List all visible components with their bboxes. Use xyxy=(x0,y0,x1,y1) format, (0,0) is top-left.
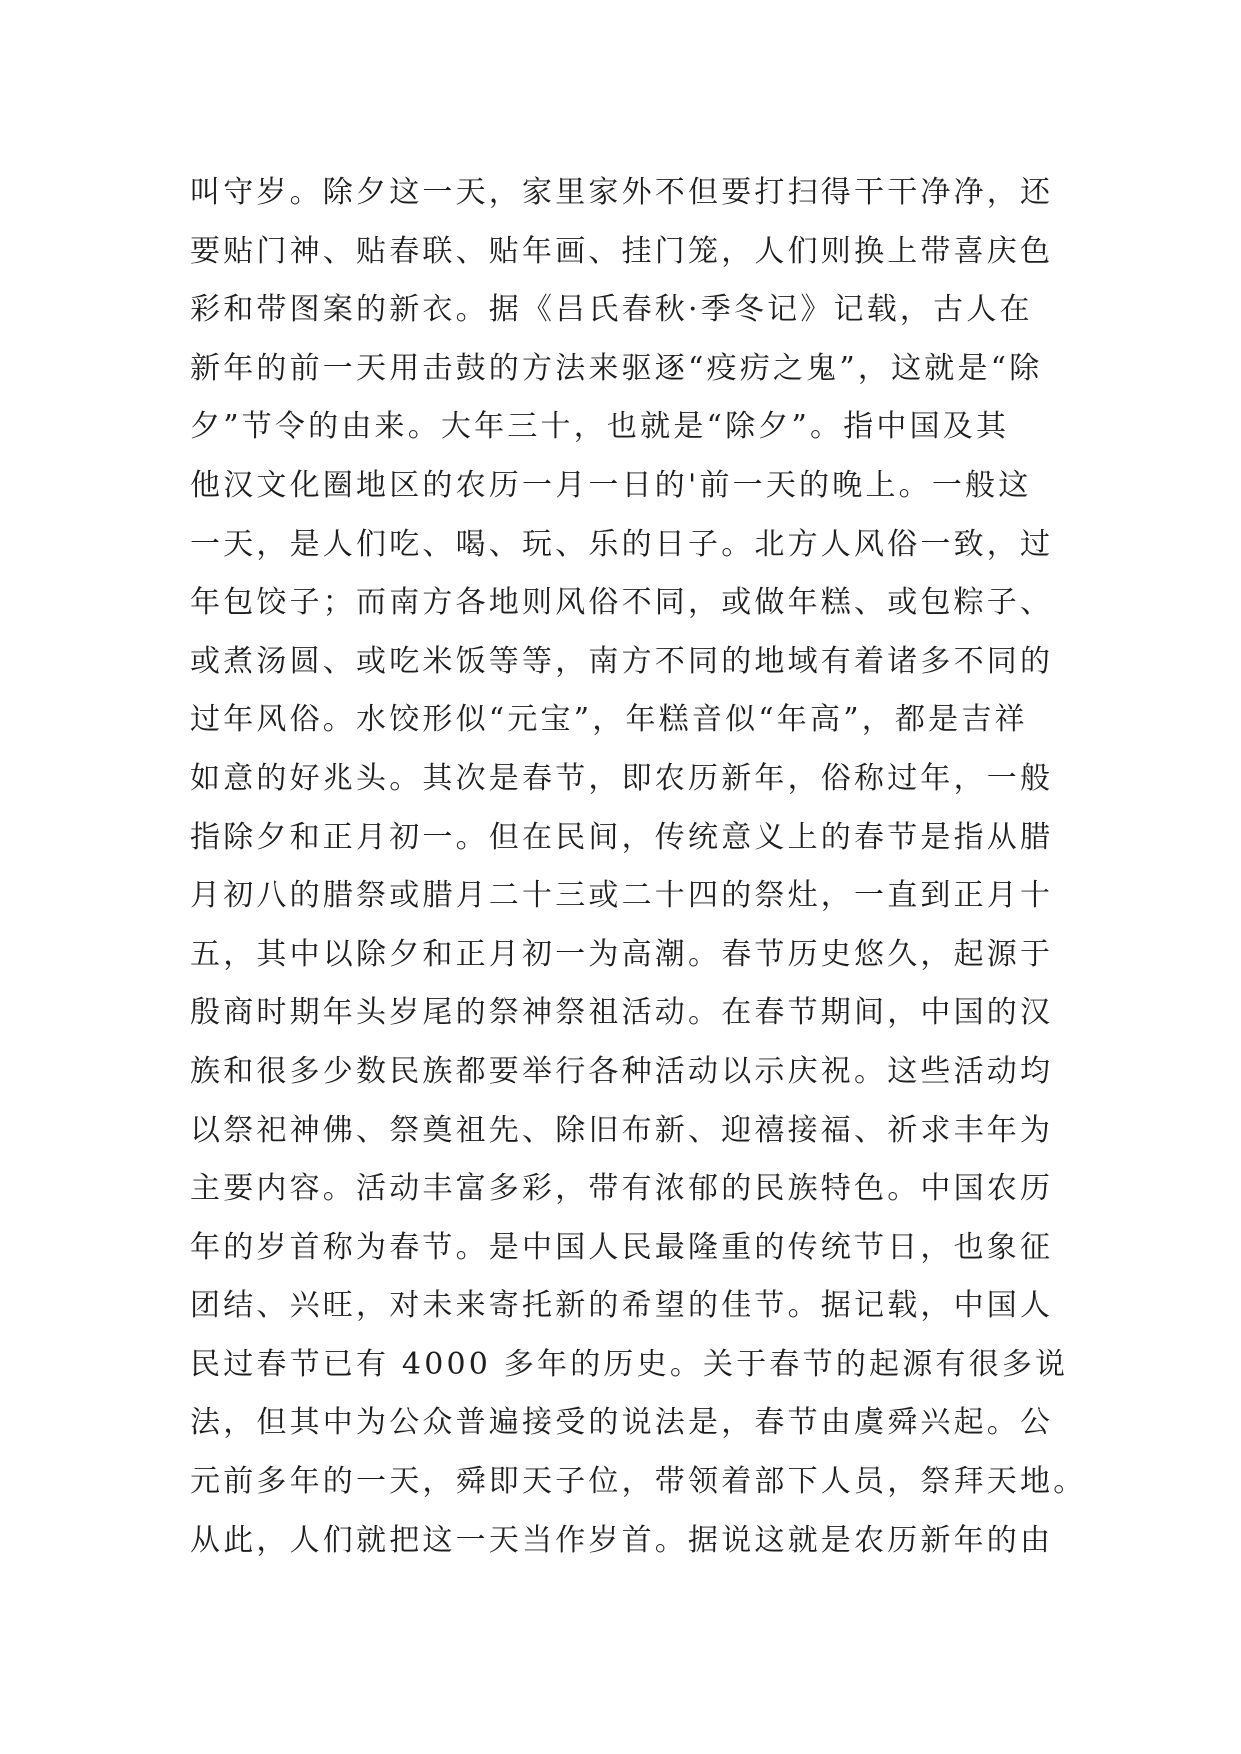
text-line: 新年的前一天用击鼓的方法来驱逐“疫疠之鬼”，这就是“除 xyxy=(190,350,1043,386)
text-line: 团结、兴旺，对未来寄托新的希望的佳节。据记载，中国人 xyxy=(190,1288,1054,1324)
text-line: 年包饺子；而南方各地则风俗不同，或做年糕、或包粽子、 xyxy=(190,585,1054,621)
text-line: 主要内容。活动丰富多彩，带有浓郁的民族特色。中国农历 xyxy=(190,1171,1054,1207)
text-line: 五，其中以除夕和正月初一为高潮。春节历史悠久，起源于 xyxy=(190,936,1054,972)
text-line: 要贴门神、贴春联、贴年画、挂门笼，人们则换上带喜庆色 xyxy=(190,233,1054,269)
text-line: 民过春节已有 4000 多年的历史。关于春节的起源有很多说 xyxy=(190,1346,1069,1382)
body-text xyxy=(190,164,1087,1570)
text-line: 殷商时期年头岁尾的祭神祭祖活动。在春节期间，中国的汉 xyxy=(190,995,1054,1031)
text-line: 元前多年的一天，舜即天子位，带领着部下人员，祭拜天地。 xyxy=(190,1464,1087,1500)
text-line: 或煮汤圆、或吃米饭等等，南方不同的地域有着诸多不同的 xyxy=(190,643,1054,679)
text-line: 过年风俗。水饺形似“元宝”，年糕音似“年高”，都是吉祥 xyxy=(190,702,1028,738)
text-line: 法，但其中为公众普遍接受的说法是，春节由虞舜兴起。公 xyxy=(190,1405,1054,1441)
text-line: 如意的好兆头。其次是春节，即农历新年，俗称过年，一般 xyxy=(190,760,1054,796)
text-line: 从此，人们就把这一天当作岁首。据说这就是农历新年的由 xyxy=(190,1522,1054,1558)
text-line: 他汉文化圈地区的农历一月一日的'前一天的晚上。一般这 xyxy=(190,467,1032,503)
text-line: 以祭祀神佛、祭奠祖先、除旧布新、迎禧接福、祈求丰年为 xyxy=(190,1112,1054,1148)
text-line: 一天，是人们吃、喝、玩、乐的日子。北方人风俗一致，过 xyxy=(190,526,1054,562)
text-line: 叫守岁。除夕这一天，家里家外不但要打扫得干干净净，还 xyxy=(190,175,1054,210)
text-line: 彩和带图案的新衣。据《吕氏春秋·季冬记》记载，古人在 xyxy=(190,292,1033,328)
text-line: 指除夕和正月初一。但在民间，传统意义上的春节是指从腊 xyxy=(190,819,1054,855)
text-line: 年的岁首称为春节。是中国人民最隆重的传统节日，也象征 xyxy=(190,1229,1054,1265)
text-line: 族和很多少数民族都要举行各种活动以示庆祝。这些活动均 xyxy=(190,1053,1054,1089)
text-line: 月初八的腊祭或腊月二十三或二十四的祭灶，一直到正月十 xyxy=(190,878,1054,914)
text-line: 夕”节令的由来。大年三十，也就是“除夕”。指中国及其 xyxy=(190,409,1010,445)
